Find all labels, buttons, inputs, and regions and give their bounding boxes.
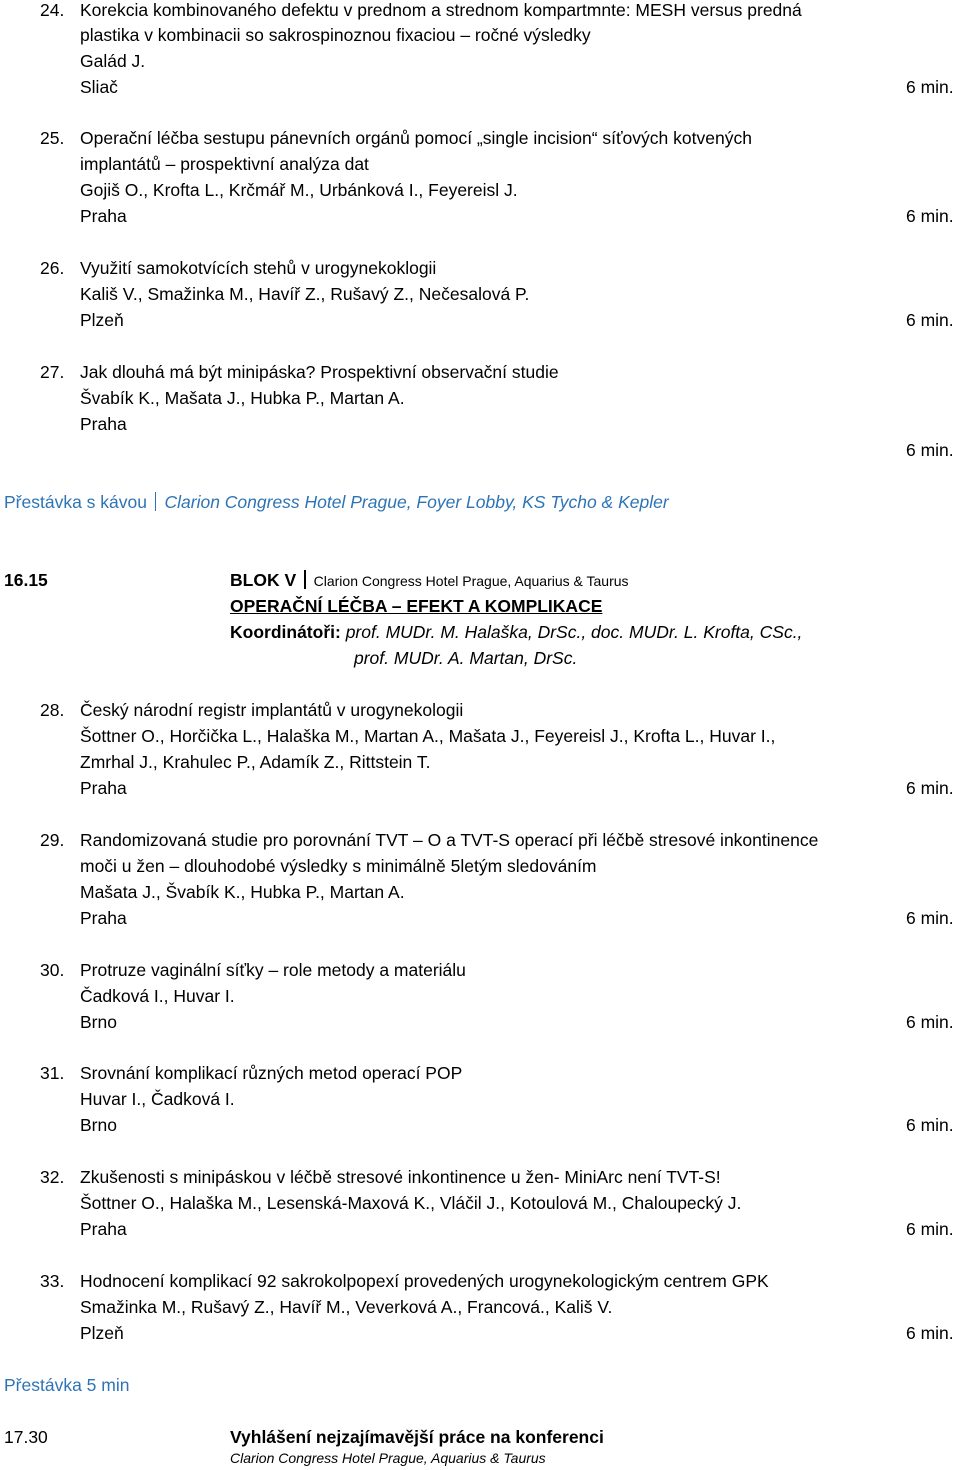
item-title: Protruze vaginální síťky – role metody a materiálu bbox=[80, 960, 466, 980]
item-30-title-line bbox=[0, 957, 960, 983]
item-city: Praha bbox=[80, 206, 127, 226]
item-number: 32. bbox=[40, 1167, 65, 1187]
item-27-title-line bbox=[0, 359, 960, 385]
item-authors: Šottner O., Horčička L., Halaška M., Martan A., Mašata J., Feyereisl J., Krofta L., Huvar I., bbox=[80, 726, 776, 746]
item-28-city-line bbox=[0, 775, 960, 801]
item-authors: Huvar I., Čadková I. bbox=[80, 1089, 235, 1109]
item-duration: 6 min. bbox=[906, 1323, 954, 1343]
item-29-authors bbox=[0, 879, 960, 905]
break-label: Přestávka s kávou bbox=[4, 492, 147, 512]
item-authors: Kališ V., Smažinka M., Havíř Z., Rušavý Z., Nečesalová P. bbox=[80, 284, 530, 304]
item-24-title-line bbox=[0, 0, 960, 23]
block-venue: Clarion Congress Hotel Prague, Aquarius & Taurus bbox=[313, 573, 629, 589]
item-29-title-line-2 bbox=[0, 853, 960, 879]
break-venue: Clarion Congress Hotel Prague, Foyer Lobby, KS Tycho & Kepler bbox=[164, 492, 669, 512]
item-title: Srovnání komplikací různých metod operací POP bbox=[80, 1063, 463, 1083]
item-city: Brno bbox=[80, 1012, 117, 1032]
coffee-break bbox=[0, 489, 960, 515]
item-31-authors bbox=[0, 1086, 960, 1112]
item-authors: Gojiš O., Krofta L., Krčmář M., Urbánková I., Feyereisl J. bbox=[80, 180, 518, 200]
item-duration: 6 min. bbox=[906, 440, 954, 460]
item-26-city-line bbox=[0, 307, 960, 333]
item-28-title-line bbox=[0, 697, 960, 723]
item-title: Využití samokotvících stehů v urogynekoklogii bbox=[80, 258, 437, 278]
coordinators-names-cont: prof. MUDr. A. Martan, DrSc. bbox=[354, 648, 578, 668]
item-authors: Švabík K., Mašata J., Hubka P., Martan A. bbox=[80, 388, 405, 408]
item-authors: Šottner O., Halaška M., Lesenská-Maxová K., Vláčil J., Kotoulová M., Chaloupecký J. bbox=[80, 1193, 742, 1213]
item-authors: Galád J. bbox=[80, 51, 146, 71]
item-26-title-line bbox=[0, 255, 960, 281]
item-32-city-line bbox=[0, 1216, 960, 1242]
item-27-duration-line bbox=[0, 437, 960, 463]
item-32-title-line bbox=[0, 1164, 960, 1190]
separator-bar bbox=[304, 570, 306, 589]
block-subtitle-line bbox=[0, 593, 960, 619]
item-number: 25. bbox=[40, 128, 65, 148]
item-authors-cont: Zmrhal J., Krahulec P., Adamík Z., Rittstein T. bbox=[80, 752, 431, 772]
announcement-venue-line bbox=[0, 1447, 960, 1469]
block-time: 16.15 bbox=[4, 570, 48, 590]
item-31-city-line bbox=[0, 1112, 960, 1138]
item-city: Praha bbox=[80, 1219, 127, 1239]
item-number: 29. bbox=[40, 830, 65, 850]
item-25-title-line-2 bbox=[0, 151, 960, 177]
item-duration: 6 min. bbox=[906, 1115, 954, 1135]
item-title: Zkušenosti s minipáskou v léčbě stresové inkontinence u žen- MiniArc není TVT-S! bbox=[80, 1167, 721, 1187]
item-city: Brno bbox=[80, 1115, 117, 1135]
item-city: Plzeň bbox=[80, 310, 124, 330]
block-subtitle: OPERAČNÍ LÉČBA – EFEKT A KOMPLIKACE bbox=[230, 596, 603, 616]
item-city: Praha bbox=[80, 908, 127, 928]
block-coordinators bbox=[0, 619, 960, 645]
announcement-time: 17.30 bbox=[4, 1427, 48, 1447]
item-number: 27. bbox=[40, 362, 65, 382]
item-authors: Smažinka M., Rušavý Z., Havíř M., Veverková A., Francová., Kališ V. bbox=[80, 1297, 613, 1317]
item-number: 28. bbox=[40, 700, 65, 720]
item-29-title-line bbox=[0, 827, 960, 853]
item-city: Sliač bbox=[80, 77, 118, 97]
item-number: 31. bbox=[40, 1063, 65, 1083]
item-title-cont: moči u žen – dlouhodobé výsledky s minimálně 5letým sledováním bbox=[80, 856, 597, 876]
item-title: Korekcia kombinovaného defektu v prednom a strednom kompartmnte: MESH versus predná bbox=[80, 0, 802, 20]
short-break bbox=[0, 1372, 960, 1398]
block-title: BLOK V bbox=[230, 570, 297, 590]
break-label: Přestávka 5 min bbox=[4, 1375, 130, 1395]
item-33-city-line bbox=[0, 1320, 960, 1346]
item-26-authors bbox=[0, 281, 960, 307]
coordinators-label: Koordinátoři: bbox=[230, 622, 341, 642]
item-authors: Mašata J., Švabík K., Hubka P., Martan A. bbox=[80, 882, 405, 902]
item-duration: 6 min. bbox=[906, 1219, 954, 1239]
item-number: 33. bbox=[40, 1271, 65, 1291]
item-duration: 6 min. bbox=[906, 1012, 954, 1032]
block-coordinators-line-2 bbox=[0, 645, 960, 671]
item-27-authors bbox=[0, 385, 960, 411]
item-33-authors bbox=[0, 1294, 960, 1320]
item-title-cont: implantátů – prospektivní analýza dat bbox=[80, 154, 369, 174]
separator-bar bbox=[155, 492, 157, 511]
item-24-authors bbox=[0, 48, 960, 74]
item-25-authors bbox=[0, 177, 960, 203]
item-number: 26. bbox=[40, 258, 65, 278]
announcement-title: Vyhlášení nejzajímavější práce na konferenci bbox=[230, 1427, 604, 1447]
item-27-city-line bbox=[0, 411, 960, 437]
item-24-city-line bbox=[0, 74, 960, 100]
item-title: Randomizovaná studie pro porovnání TVT – O a TVT-S operací při léčbě stresové inkontinence bbox=[80, 830, 819, 850]
item-duration: 6 min. bbox=[906, 908, 954, 928]
item-30-authors bbox=[0, 983, 960, 1009]
item-duration: 6 min. bbox=[906, 778, 954, 798]
item-city: Praha bbox=[80, 414, 127, 434]
item-32-authors bbox=[0, 1190, 960, 1216]
item-duration: 6 min. bbox=[906, 77, 954, 97]
item-title: Český národní registr implantátů v urogynekologii bbox=[80, 700, 464, 720]
item-city: Plzeň bbox=[80, 1323, 124, 1343]
item-title-cont: plastika v kombinacii so sakrospinoznou fixaciou – ročné výsledky bbox=[80, 25, 591, 45]
item-title: Hodnocení komplikací 92 sakrokolpopexí provedených urogynekologickým centrem GPK bbox=[80, 1271, 769, 1291]
item-number: 24. bbox=[40, 0, 65, 20]
item-duration: 6 min. bbox=[906, 310, 954, 330]
item-title: Operační léčba sestupu pánevních orgánů pomocí „single incision“ síťových kotvených bbox=[80, 128, 752, 148]
item-29-city-line bbox=[0, 905, 960, 931]
item-33-title-line bbox=[0, 1268, 960, 1294]
item-25-city-line bbox=[0, 203, 960, 229]
item-28-authors-2 bbox=[0, 749, 960, 775]
announcement-venue: Clarion Congress Hotel Prague, Aquarius & Taurus bbox=[230, 1450, 546, 1466]
item-title: Jak dlouhá má být minipáska? Prospektivní observační studie bbox=[80, 362, 559, 382]
coordinators-names: prof. MUDr. M. Halaška, DrSc., doc. MUDr. L. Krofta, CSc., bbox=[345, 622, 803, 642]
item-city: Praha bbox=[80, 778, 127, 798]
item-number: 30. bbox=[40, 960, 65, 980]
item-authors: Čadková I., Huvar I. bbox=[80, 986, 235, 1006]
item-24-title-line-2 bbox=[0, 22, 960, 48]
item-31-title-line bbox=[0, 1060, 960, 1086]
block-header bbox=[0, 567, 960, 593]
item-duration: 6 min. bbox=[906, 206, 954, 226]
item-30-city-line bbox=[0, 1009, 960, 1035]
item-28-authors bbox=[0, 723, 960, 749]
item-25-title-line bbox=[0, 125, 960, 151]
